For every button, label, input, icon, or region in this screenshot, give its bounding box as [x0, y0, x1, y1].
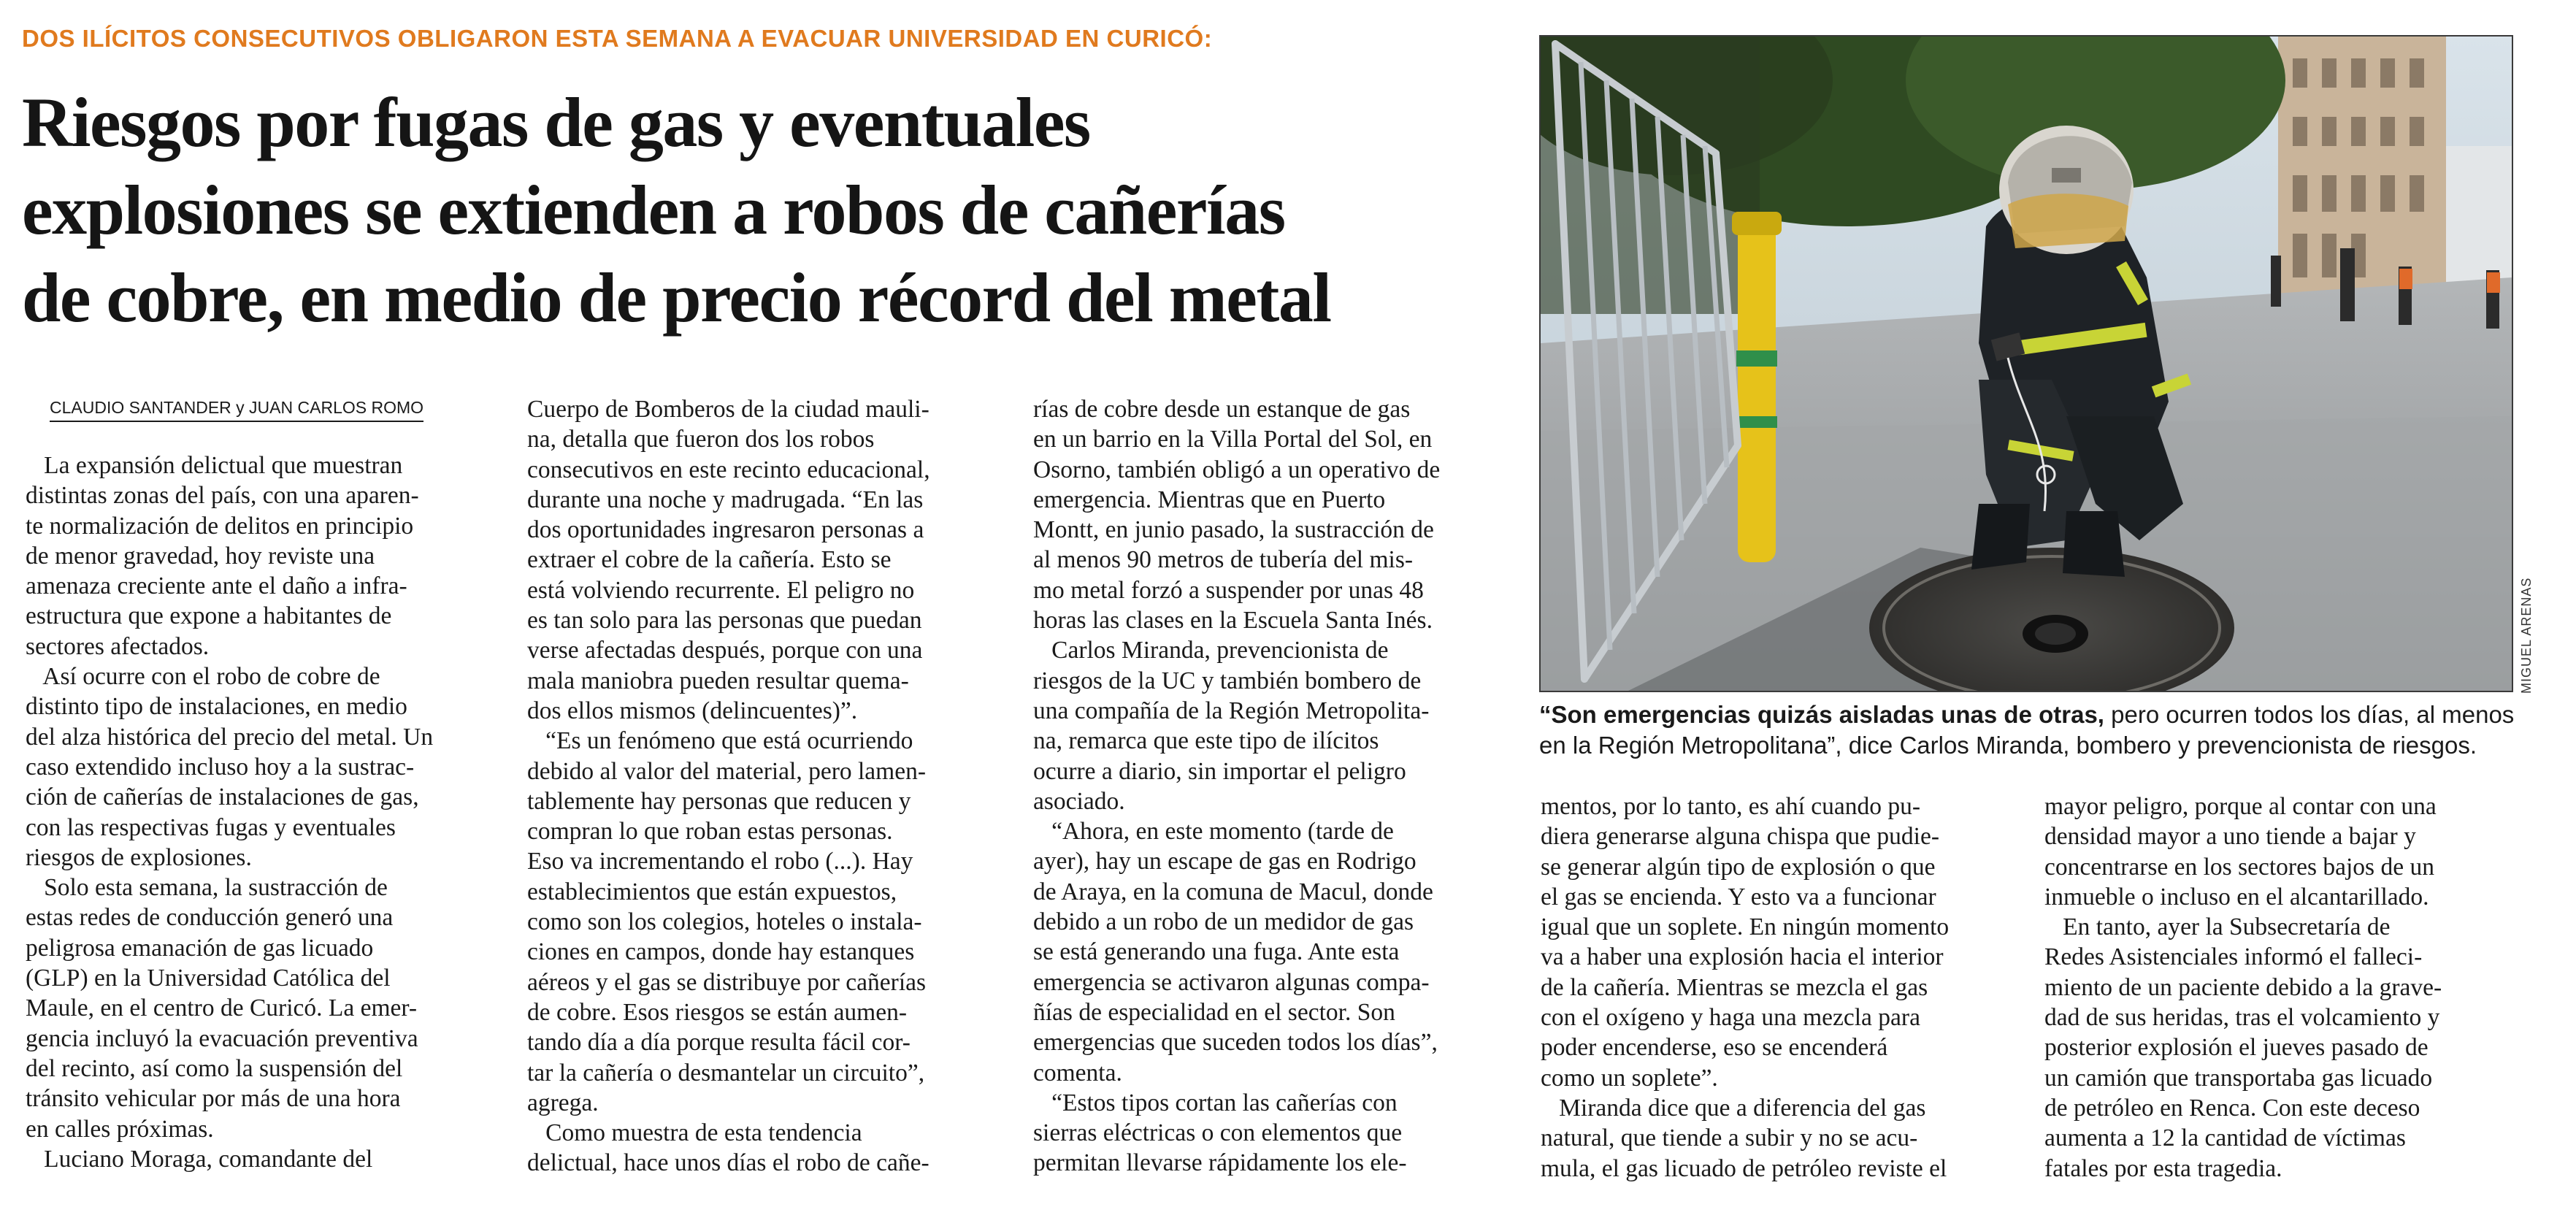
- article-text-line: dos ellos mismos (delincuentes)”.: [527, 697, 858, 724]
- article-text-line: tablemente hay personas que reducen y: [527, 787, 911, 815]
- article-text-line: Como muestra de esta tendencia: [527, 1119, 862, 1147]
- article-text-line: de cobre. Esos riesgos se están aumen-: [527, 998, 908, 1026]
- article-text-line: ñías de especialidad en el sector. Son: [1033, 998, 1395, 1026]
- article-text-line: al menos 90 metros de tubería del mis-: [1033, 546, 1414, 574]
- article-headline: [22, 79, 1526, 342]
- article-text-line: rías de cobre desde un estanque de gas: [1033, 396, 1411, 423]
- article-text-line: de Araya, en la comuna de Macul, donde: [1033, 878, 1433, 905]
- article-text-line: asociado.: [1033, 787, 1125, 815]
- article-text-line: “Es un fenómeno que está ocurriendo: [527, 727, 913, 755]
- article-text-line: tar la cañería o desmantelar un circuito”,: [527, 1059, 925, 1086]
- article-text-line: Carlos Miranda, prevencionista de: [1033, 637, 1389, 664]
- article-text-line: mo metal forzó a suspender por unas 48: [1033, 576, 1424, 604]
- article-text-line: gencia incluyó la evacuación preventiva: [26, 1024, 418, 1052]
- article-text-line: peligrosa emanación de gas licuado: [26, 934, 374, 962]
- article-text-line: riesgos de la UC y también bombero de: [1033, 667, 1422, 694]
- article-text-line: densidad mayor a uno tiende a bajar y: [2044, 823, 2416, 851]
- article-text-line: diera generarse alguna chispa que pudie-: [1541, 823, 1939, 851]
- article-text-line: ciones en campos, donde hay estanques: [527, 938, 915, 966]
- article-text-line: distintas zonas del país, con una aparen-: [26, 482, 419, 510]
- article-text-line: delictual, hace unos días el robo de cañe-: [527, 1149, 929, 1177]
- article-text-line: inmueble o incluso en el alcantarillado.: [2044, 883, 2429, 911]
- article-text-line: debido al valor del material, pero lamen-: [527, 757, 927, 785]
- article-text-line: aéreos y el gas se distribuye por cañerías: [527, 968, 927, 996]
- article-text-line: de menor gravedad, hoy reviste una: [26, 542, 375, 570]
- article-column-3: [1033, 394, 1508, 1178]
- article-text-line: mala maniobra pueden resultar quema-: [527, 667, 909, 694]
- article-column-5: [2044, 792, 2556, 1184]
- article-text-line: se está generando una fuga. Ante esta: [1033, 938, 1400, 966]
- article-text-line: es tan solo para las personas que puedan: [527, 607, 922, 635]
- article-text-line: del alza histórica del precio del metal. Un: [26, 723, 434, 751]
- article-text-line: ción de cañerías de instalaciones de gas,: [26, 783, 419, 811]
- article-text-line: posterior explosión el jueves pasado de: [2044, 1034, 2429, 1062]
- article-text-line: caso extendido incluso hoy a la sustrac-: [26, 753, 415, 781]
- headline-line: de cobre, en medio de precio récord del metal: [22, 258, 1331, 337]
- article-text-line: con el oxígeno y haga una mezcla para: [1541, 1004, 1920, 1032]
- article-text-line: comenta.: [1033, 1059, 1122, 1086]
- article-text-line: distinto tipo de instalaciones, en medio: [26, 693, 407, 721]
- article-text-line: estas redes de conducción generó una: [26, 904, 394, 932]
- article-text-line: como un soplete”.: [1541, 1064, 1718, 1092]
- article-text-line: va a haber una explosión hacia el interior: [1541, 943, 1944, 971]
- article-text-line: de la cañería. Mientras se mezcla el gas: [1541, 973, 1928, 1001]
- headline-line: Riesgos por fugas de gas y eventuales: [22, 83, 1090, 161]
- article-text-line: sierras eléctricas o con elementos que: [1033, 1119, 1403, 1147]
- article-text-line: mula, el gas licuado de petróleo reviste el: [1541, 1154, 1947, 1182]
- article-text-line: en un barrio en la Villa Portal del Sol, en: [1033, 426, 1433, 453]
- article-text-line: tando día a día porque resulta fácil cor-: [527, 1029, 911, 1057]
- article-text-line: fatales por esta tragedia.: [2044, 1154, 2282, 1182]
- article-column-2: [527, 394, 1002, 1178]
- article-text-line: Montt, en junio pasado, la sustracción de: [1033, 516, 1434, 544]
- article-text-line: compran lo que roban estas personas.: [527, 818, 893, 846]
- article-text-line: poder encenderse, eso se encenderá: [1541, 1034, 1888, 1062]
- article-text-line: horas las clases en la Escuela Santa Inés.: [1033, 607, 1433, 635]
- article-kicker: DOS ILÍCITOS CONSECUTIVOS OBLIGARON ESTA SEMANA A EVACUAR UNIVERSIDAD EN CURICÓ:: [22, 25, 1213, 52]
- photo-caption: [1539, 700, 2518, 761]
- article-text-line: un camión que transportaba gas licuado: [2044, 1064, 2433, 1092]
- article-text-line: mayor peligro, porque al contar con una: [2044, 793, 2437, 820]
- photo-credit: MIGUEL ARENAS: [2519, 577, 2534, 694]
- article-text-line: Cuerpo de Bomberos de la ciudad mauli-: [527, 396, 929, 423]
- article-text-line: “Ahora, en este momento (tarde de: [1033, 818, 1394, 846]
- article-text-line: el gas se encienda. Y esto va a funcionar: [1541, 883, 1936, 911]
- article-text-line: amenaza creciente ante el daño a infra-: [26, 572, 407, 600]
- article-column-1: [26, 451, 493, 1174]
- article-text-line: aumenta a 12 la cantidad de víctimas: [2044, 1124, 2406, 1152]
- article-text-line: na, detalla que fueron dos los robos: [527, 426, 875, 453]
- caption-line: [1539, 700, 2518, 730]
- article-text-line: establecimientos que están expuestos,: [527, 878, 897, 905]
- article-text-line: emergencia. Mientras que en Puerto: [1033, 486, 1386, 513]
- article-column-4: [1541, 792, 2023, 1184]
- article-text-line: Luciano Moraga, comandante del: [26, 1145, 373, 1173]
- article-text-line: como son los colegios, hoteles o instala-: [527, 908, 922, 936]
- article-text-line: extraer el cobre de la cañería. Esto se: [527, 546, 892, 574]
- article-text-line: dad de sus heridas, tras el volcamiento y: [2044, 1004, 2440, 1032]
- article-text-line: Miranda dice que a diferencia del gas: [1541, 1094, 1926, 1122]
- article-text-line: “Estos tipos cortan las cañerías con: [1033, 1089, 1398, 1116]
- article-text-line: igual que un soplete. En ningún momento: [1541, 913, 1950, 941]
- article-text-line: una compañía de la Región Metropolita-: [1033, 697, 1430, 724]
- article-text-line: te normalización de delitos en principio: [26, 512, 414, 540]
- headline-line: explosiones se extienden a robos de cañerías: [22, 171, 1285, 249]
- article-text-line: ayer), hay un escape de gas en Rodrigo: [1033, 848, 1417, 875]
- article-text-line: La expansión delictual que muestran: [26, 452, 403, 479]
- article-text-line: emergencia se activaron algunas compa-: [1033, 968, 1430, 996]
- article-text-line: se generar algún tipo de explosión o que: [1541, 853, 1936, 881]
- article-text-line: miento de un paciente debido a la grave-: [2044, 973, 2442, 1001]
- article-text-line: (GLP) en la Universidad Católica del: [26, 965, 391, 992]
- article-text-line: Así ocurre con el robo de cobre de: [26, 663, 380, 691]
- article-text-line: ocurre a diario, sin importar el peligro: [1033, 757, 1406, 785]
- caption-line: en la Región Metropolitana”, dice Carlos Miranda, bombero y prevencionista de riesgos.: [1539, 732, 2477, 759]
- firefighter-photo-illustration: [1541, 37, 2512, 691]
- article-text-line: durante una noche y madrugada. “En las: [527, 486, 924, 513]
- article-text-line: Maule, en el centro de Curicó. La emer-: [26, 994, 418, 1022]
- article-text-line: natural, que tiende a subir y no se acu-: [1541, 1124, 1918, 1152]
- article-text-line: Eso va incrementando el robo (...). Hay: [527, 848, 913, 875]
- article-text-line: en calles próximas.: [26, 1115, 214, 1143]
- article-text-line: emergencias que suceden todos los días”,: [1033, 1029, 1438, 1057]
- article-text-line: sectores afectados.: [26, 632, 210, 660]
- article-text-line: En tanto, ayer la Subsecretaría de: [2044, 913, 2391, 941]
- article-text-line: tránsito vehicular por más de una hora: [26, 1085, 401, 1113]
- article-text-line: dos oportunidades ingresaron personas a: [527, 516, 924, 544]
- article-text-line: na, remarca que este tipo de ilícitos: [1033, 727, 1379, 755]
- article-text-line: verse afectadas después, porque con una: [527, 637, 923, 664]
- news-photo: [1539, 35, 2513, 692]
- article-text-line: concentrarse en los sectores bajos de un: [2044, 853, 2434, 881]
- article-text-line: agrega.: [527, 1089, 599, 1116]
- article-text-line: Redes Asistenciales informó el falleci-: [2044, 943, 2423, 971]
- article-text-line: estructura que expone a habitantes de: [26, 602, 392, 630]
- article-byline: CLAUDIO SANTANDER y JUAN CARLOS ROMO: [50, 398, 423, 422]
- article-text-line: mentos, por lo tanto, es ahí cuando pu-: [1541, 793, 1921, 820]
- article-text-line: de petróleo en Renca. Con este deceso: [2044, 1094, 2420, 1122]
- article-text-line: riesgos de explosiones.: [26, 843, 252, 871]
- article-text-line: con las respectivas fugas y eventuales: [26, 813, 396, 841]
- article-text-line: debido a un robo de un medidor de gas: [1033, 908, 1414, 936]
- article-text-line: Osorno, también obligó a un operativo de: [1033, 456, 1441, 483]
- article-text-line: del recinto, así como la suspensión del: [26, 1054, 403, 1082]
- article-text-line: consecutivos en este recinto educacional,: [527, 456, 930, 483]
- article-text-line: está volviendo recurrente. El peligro no: [527, 576, 915, 604]
- caption-text: pero ocurren todos los días, al menos: [2104, 701, 2515, 728]
- caption-bold-quote: “Son emergencias quizás aisladas unas de otras,: [1539, 701, 2104, 728]
- article-text-line: Solo esta semana, la sustracción de: [26, 874, 388, 902]
- article-text-line: permitan llevarse rápidamente los ele-: [1033, 1149, 1407, 1177]
